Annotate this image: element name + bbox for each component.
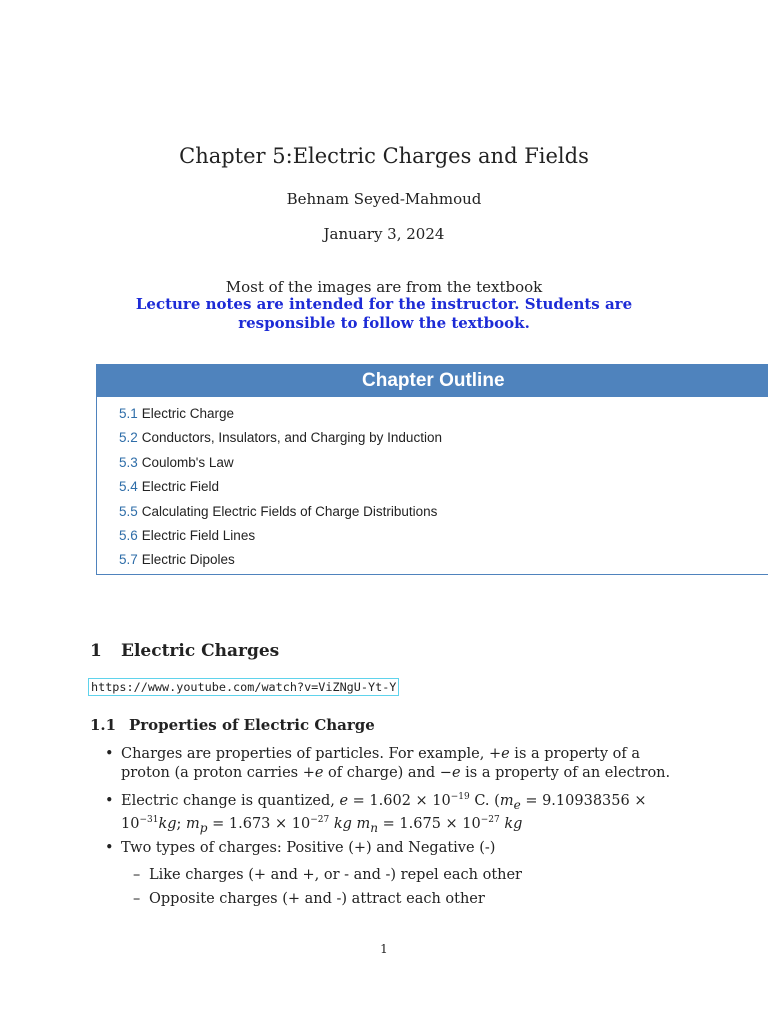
chapter-outline-title: Chapter Outline: [97, 365, 768, 397]
text-run: Electric change is quantized,: [121, 793, 340, 809]
bullet-item: [105, 839, 675, 858]
section-number: 1: [90, 641, 102, 661]
math-var: m: [356, 815, 371, 832]
text-run: = 1.602 × 10: [348, 793, 451, 809]
subsection-number: 1.1: [90, 716, 117, 734]
document-title: Chapter 5:Electric Charges and Fields: [179, 144, 589, 168]
outline-item-number: 5.2: [119, 430, 138, 446]
subscript: n: [370, 820, 379, 835]
bullet-marker: •: [105, 746, 114, 762]
outline-item[interactable]: [119, 503, 768, 527]
exponent: −19: [450, 792, 470, 802]
exponent: −27: [480, 814, 500, 825]
dash-marker: –: [133, 867, 141, 883]
text-run: C. (: [469, 793, 500, 809]
math-var: e: [501, 746, 510, 762]
text-run: is a property of a proton (a proton carries +: [121, 746, 640, 781]
subscript: p: [199, 820, 208, 835]
sub-bullet-text: Opposite charges (+ and -) attract each other: [149, 891, 485, 907]
instructor-note: Lecture notes are intended for the instructor. Students are responsible to follow the textbook.: [135, 295, 633, 332]
outline-item-label: Electric Dipoles: [141, 552, 235, 568]
bullet-item: [105, 745, 675, 783]
text-run: = 1.673 × 10: [207, 815, 311, 832]
bullet-text: [121, 745, 675, 783]
outline-item-label: Electric Charge: [141, 406, 235, 421]
outline-item-label: Electric Field Lines: [141, 527, 256, 543]
subsection-title: Properties of Electric Charge: [129, 716, 375, 734]
outline-item-number: 5.7: [119, 552, 138, 568]
exponent: −27: [310, 814, 330, 825]
outline-item-label: Coulomb's Law: [141, 454, 234, 470]
chapter-outline-list: [97, 397, 768, 576]
subscript: e: [513, 797, 521, 812]
youtube-link[interactable]: https://www.youtube.com/watch?v=ViZNgU-Yt-Y: [88, 678, 399, 696]
chapter-outline-box: [96, 364, 768, 575]
text-run: = 1.675 × 10: [378, 815, 481, 832]
text-run: ;: [176, 815, 187, 832]
section-heading: [90, 641, 279, 661]
outline-item-label: Conductors, Insulators, and Charging by Induction: [141, 430, 442, 446]
outline-item[interactable]: [119, 551, 768, 575]
outline-item[interactable]: [119, 454, 768, 478]
outline-item-number: 5.3: [119, 454, 138, 470]
bullet-text: [121, 792, 675, 838]
text-run: is a property of an electron.: [460, 765, 671, 781]
unit: kg: [158, 815, 177, 832]
outline-item[interactable]: [119, 429, 768, 453]
bullet-marker: •: [105, 793, 114, 809]
text-run: of charge) and −: [323, 765, 452, 781]
outline-item[interactable]: [119, 527, 768, 551]
outline-item-number: 5.5: [119, 503, 138, 519]
unit: kg: [329, 815, 352, 832]
document-date: January 3, 2024: [323, 225, 445, 243]
math-var: e: [451, 765, 461, 781]
sub-bullet-text: Like charges (+ and +, or - and -) repel each other: [149, 867, 522, 883]
unit: kg: [499, 815, 523, 832]
outline-item-number: 5.6: [119, 527, 138, 543]
outline-item-label: Electric Field: [141, 479, 220, 495]
bullet-marker: •: [105, 840, 114, 856]
sub-bullet-item: [133, 867, 522, 883]
bullet-text: Two types of charges: Positive (+) and Negative (-): [121, 840, 496, 856]
outline-item[interactable]: [119, 405, 768, 429]
section-title: Electric Charges: [121, 641, 280, 661]
textbook-note: Most of the images are from the textbook: [225, 278, 543, 296]
sub-bullet-item: [133, 891, 485, 907]
page-number: 1: [380, 942, 388, 956]
author-name: Behnam Seyed-Mahmoud: [286, 190, 482, 208]
math-var: e: [339, 793, 349, 809]
math-var: m: [186, 815, 200, 832]
math-var: m: [499, 793, 514, 809]
math-var: e: [314, 765, 324, 781]
dash-marker: –: [133, 891, 141, 907]
outline-item-label: Calculating Electric Fields of Charge Distributions: [141, 503, 438, 519]
subsection-heading: [90, 716, 375, 734]
outline-item-number: 5.1: [119, 406, 138, 421]
text-run: = 9.10938356 × 10: [121, 793, 647, 832]
text-run: Charges are properties of particles. For example, +: [121, 746, 502, 762]
bullet-item: [105, 792, 675, 838]
outline-item-number: 5.4: [119, 479, 138, 495]
exponent: −31: [139, 814, 159, 825]
outline-item[interactable]: [119, 478, 768, 502]
